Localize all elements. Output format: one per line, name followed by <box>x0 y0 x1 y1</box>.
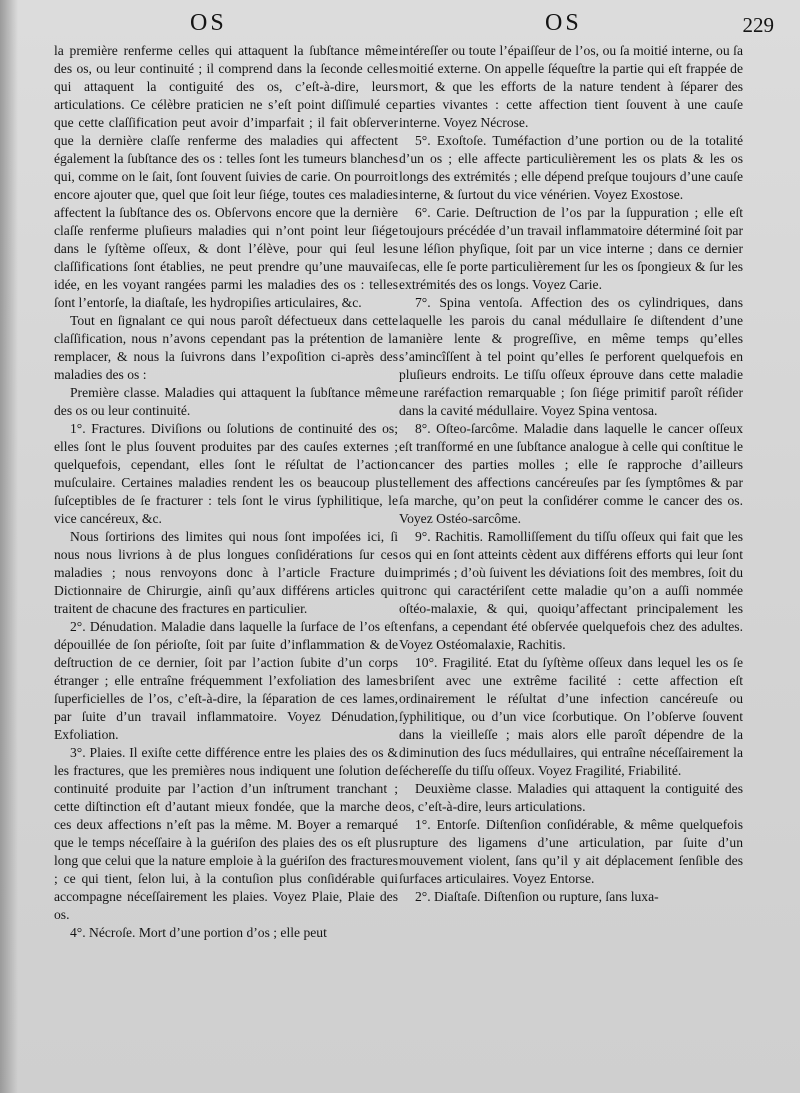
running-head-right: OS <box>545 10 582 36</box>
paragraph: Tout en ſignalant ce qui nous paroît défectueux dans cette claſſification, nous n’avons cependant pas la prétention de la remplacer, & nous la ſuivrons dans l’expoſition ci-après des maladies des os : <box>54 313 398 382</box>
paragraph: 1°. Entorſe. Diſtenſion conſidérable, & même quelquefois rupture des ligamens d’une articulation, par ſuite d’un mouvement violent, ſans qu’il y ait déplacement ſenſible des ſurfaces articulaires. Voyez Entorse. <box>399 817 743 886</box>
paragraph: la première renferme celles qui attaquent la ſubſtance même des os, ou leur continuité ; il comprend dans la ſeconde celles qui attaquent la contiguité des os, c’eſt-à-dire, leurs articulations. Ce célèbre praticien ne s’eſt point diſſimulé ce que cette claſſification peut avoir d’imparfait ; il fait obſerver que la dernière claſſe renferme des maladies qui affectent également la ſubſtance des os : telles ſont les tumeurs blanches qui, comme on le ſait, ſont ſouvent ſuivies de carie. On pourroit encore ajouter que, quel que ſoit leur ſiége, toutes ces maladies affectent la ſubſtance des os. Obſervons encore que la dernière claſſe renferme pluſieurs maladies qui n’ont point leur ſiége dans le ſyſtème oſſeux, & dont l’élève, pour qui ſeul les claſſifications ſont établies, ne peut prendre qu’une mauvaiſe idée, en les voyant rangées parmi les maladies des os : telles ſont l’entorſe, la diaſtaſe, les hydropiſies articulaires, &c. <box>54 43 398 310</box>
paragraph: 6°. Carie. Deſtruction de l’os par la ſuppuration ; elle eſt toujours précédée d’un travail inflammatoire déterminé ſoit par une léſion phyſique, ſoit par un vice interne ; dans ce dernier cas, elle ſe porte particulièrement ſur les os ſpongieux & ſur les extrémités des os longs. Voyez Carie. <box>399 205 743 292</box>
left-column <box>54 42 398 942</box>
paragraph: 2°. Diaſtaſe. Diſtenſion ou rupture, ſans luxa- <box>415 889 659 904</box>
paragraph: 10°. Fragilité. Etat du ſyſtème oſſeux dans lequel les os ſe briſent avec une extrême facilité : cette affection eſt ordinairement le réſultat d’une infection cancéreuſe ou ſyphilitique, ou d’un vice ſcorbutique. On l’obſerve ſouvent dans la vieilleſſe ; mais alors elle paroît dépendre de la diminution des ſucs médullaires, qui entraîne néceſſairement la ſéchereſſe du tiſſu oſſeux. Voyez Fragilité, Friabilité. <box>399 655 743 778</box>
right-column <box>399 42 743 906</box>
paragraph: 3°. Plaies. Il exiſte cette différence entre les plaies des os & les fractures, que les premières nous indiquent une ſolution de continuité produite par l’action d’un inſtrument tranchant ; cette diſtinction eſt d’autant mieux fondée, que la marche de ces deux affections n’eſt pas la même. M. Boyer a remarqué que le temps néceſſaire à la guériſon des plaies des os eſt plus long que celui que la nature emploie à la guériſon des fractures ; ce qui tient, ſelon lui, à la contuſion plus conſidérable qui accompagne néceſſairement les plaies. Voyez Plaie, Plaie des os. <box>54 745 398 922</box>
section-heading: Deuxième classe. Maladies qui attaquent la contiguité des os, c’eſt-à-dire, leurs articulations. <box>399 781 743 814</box>
page-number: 229 <box>742 13 774 37</box>
paragraph: 4°. Nécroſe. Mort d’une portion d’os ; elle peut <box>70 925 327 940</box>
section-heading: Première classe. Maladies qui attaquent la ſubſtance même des os ou leur continuité. <box>54 385 398 418</box>
paragraph: 5°. Exoſtoſe. Tuméfaction d’une portion ou de la totalité d’un os ; elle affecte particulièrement les os plats & les os longs des extrémités ; elle dépend preſque toujours d’une cauſe interne, & ſurtout du vice vénérien. Voyez Exostose. <box>399 133 743 202</box>
paragraph: Nous ſortirions des limites qui nous ſont impoſées ici, ſi nous nous livrions à de plus longues conſidérations ſur ces maladies ; nous renvoyons donc à l’article Fracture du Dictionnaire de Chirurgie, ainſi qu’aux différens articles qui traitent de chacune des fractures en particulier. <box>54 529 398 616</box>
paragraph: 1°. Fractures. Diviſions ou ſolutions de continuité des os; elles ſont le plus ſouvent produites par des cauſes externes ; quelquefois, cependant, elles ſont le réſultat de l’action muſculaire. Certaines maladies rendent les os beaucoup plus ſuſceptibles de ſe fracturer : tels ſont le virus ſyphilitique, le vice cancéreux, &c. <box>54 421 398 526</box>
paragraph: 9°. Rachitis. Ramolliſſement du tiſſu oſſeux qui fait que les os qui en ſont atteints cèdent aux différens efforts qui leur ſont imprimés ; d’où ſuivent les déviations ſoit des membres, ſoit du tronc qui caractériſent cette maladie qu’on a auſſi nommée oſtéo-malaxie, & qui, quoiqu’affectant principalement les enfans, a cependant été obſervée quelquefois chez des adultes. Voyez Ostéomalaxie, Rachitis. <box>399 529 743 652</box>
paragraph: 7°. Spina ventoſa. Affection des os cylindriques, dans laquelle les parois du canal médullaire ſe diſtendent d’une manière lente & progreſſive, en même temps qu’elles s’amincîſſent à tel point qu’elles ſe perforent quelquefois en pluſieurs endroits. Le tiſſu oſſeux éprouve dans cette maladie une raréfaction remarquable ; ſon ſiége primitif paroît réſider dans la cavité médullaire. Voyez Spina ventosa. <box>399 295 743 418</box>
paragraph: intéreſſer ou toute l’épaiſſeur de l’os, ou ſa moitié interne, ou ſa moitié externe. On appelle ſéqueſtre la partie qui eſt frappée de mort, & que les efforts de la nature tendent à ſéparer des parties vivantes : cette affection tient ſouvent à une cauſe interne. Voyez Nécrose. <box>399 43 743 130</box>
paragraph: 8°. Oſteo-ſarcôme. Maladie dans laquelle le cancer oſſeux eſt tranſformé en une ſubſtance analogue à celle qui conſtitue le cancer des parties molles ; elle ſe rapproche d’ailleurs tellement des affections cancéreuſes par ſes ſymptômes & par ſa marche, qu’on peut la conſidérer comme le cancer des os. Voyez Ostéo-sarcôme. <box>399 421 743 526</box>
running-head-left: OS <box>190 10 227 36</box>
paragraph: 2°. Dénudation. Maladie dans laquelle la ſurface de l’os eſt dépouillée de ſon périoſte, ſoit par ſuite d’inflammation & de deſtruction de ce dernier, ſoit par l’action ſubite d’un corps étranger ; elle entraîne fréquemment l’exfoliation des lames ſuperficielles de l’os, c’eſt-à-dire, la ſéparation de ces lames, par ſuite d’un travail inflammatoire. Voyez Dénudation, Exfoliation. <box>54 619 398 742</box>
page-gutter-shadow <box>0 0 18 1093</box>
